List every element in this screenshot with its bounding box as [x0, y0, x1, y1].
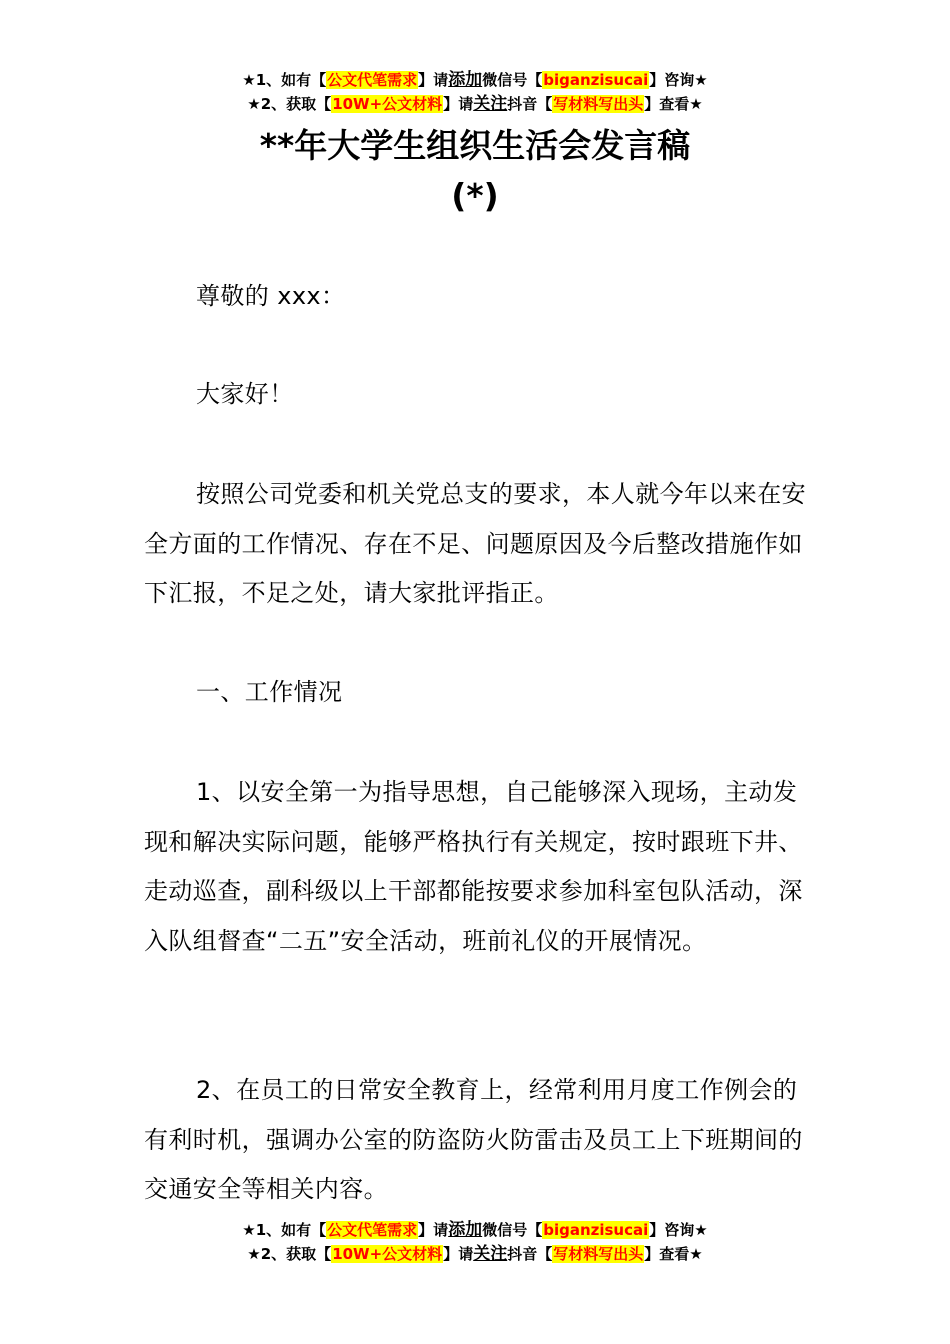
promo-highlight: biganzisucai: [543, 71, 649, 89]
promo-highlight: 公文代笔需求: [327, 71, 418, 89]
document-title: **年大学生组织生活会发言稿: [259, 126, 691, 165]
promo-text: ★2、获取【: [247, 1245, 332, 1263]
promo-text: 】请: [443, 95, 474, 113]
promo-highlight: 公文代笔需求: [327, 1221, 418, 1239]
promo-line-2: [0, 1242, 950, 1266]
promo-text: ★1、如有【: [242, 71, 327, 89]
salutation: 尊敬的 xxx：: [196, 282, 346, 310]
promo-emphasis: 关注: [473, 1244, 508, 1264]
item-1-paragraph: 1、以安全第一为指导思想，自己能够深入现场，主动发现和解决实际问题，能够严格执行有关规定，按时跟班下井、走动巡查，副科级以上干部都能按要求参加科室包队活动，深入队组督查“二五”安全活动，班前礼仪的开展情况。: [144, 778, 803, 955]
promo-text: 】查看★: [644, 1245, 703, 1263]
promo-text: ★2、获取【: [247, 95, 332, 113]
promo-line-1: [0, 1218, 950, 1242]
document-subtitle: (*): [451, 176, 499, 215]
promo-text: 】请: [418, 1221, 449, 1239]
intro-paragraph: 按照公司党委和机关党总支的要求，本人就今年以来在安全方面的工作情况、存在不足、问题原因及今后整改措施作如下汇报，不足之处，请大家批评指正。: [144, 480, 806, 607]
promo-text: 微信号【: [482, 1221, 543, 1239]
promo-text: 】查看★: [644, 95, 703, 113]
promo-text: 微信号【: [482, 71, 543, 89]
bottom-promo-banner: [0, 1218, 950, 1266]
promo-highlight: biganzisucai: [543, 1221, 649, 1239]
promo-highlight: 10W+公文材料: [332, 1245, 443, 1263]
promo-text: 抖音【: [507, 95, 553, 113]
promo-text: 】请: [443, 1245, 474, 1263]
promo-line-2: [0, 92, 950, 116]
section-heading-work-status: 一、工作情况: [196, 678, 343, 706]
promo-emphasis: 添加: [448, 1220, 483, 1240]
promo-emphasis: 添加: [448, 70, 483, 90]
promo-text: 抖音【: [507, 1245, 553, 1263]
promo-text: 】请: [418, 71, 449, 89]
promo-highlight: 写材料写出头: [553, 1245, 644, 1263]
greeting: 大家好！: [196, 380, 294, 408]
promo-highlight: 写材料写出头: [553, 95, 644, 113]
promo-highlight: 10W+公文材料: [332, 95, 443, 113]
item-2-paragraph: 2、在员工的日常安全教育上，经常利用月度工作例会的有利时机，强调办公室的防盗防火防雷击及员工上下班期间的交通安全等相关内容。: [144, 1076, 803, 1203]
promo-text: 】咨询★: [649, 1221, 708, 1239]
promo-emphasis: 关注: [473, 94, 508, 114]
promo-text: ★1、如有【: [242, 1221, 327, 1239]
promo-text: 】咨询★: [649, 71, 708, 89]
top-promo-banner: [0, 68, 950, 116]
promo-line-1: [0, 68, 950, 92]
